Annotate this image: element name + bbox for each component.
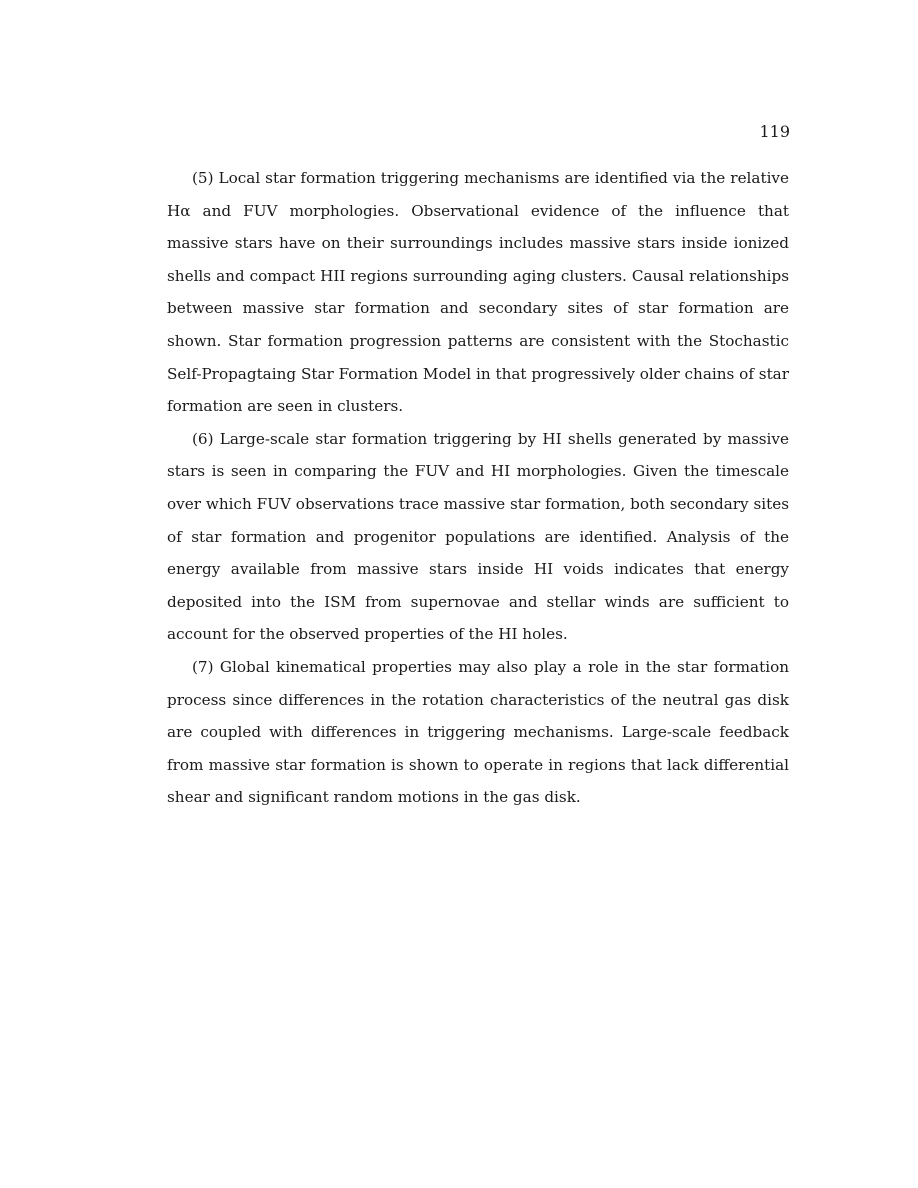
paragraph-5: (5) Local star formation triggering mechanisms are identified via the relative Hα and FUV morphologies. Observational evidence of the influence that massive stars have on their surroundings includes massive stars inside ionized shells and compact HII regions surrounding aging clusters. Causal relationships between massive star formation and secondary sites of star formation are shown. Star formation progression patterns are consistent with the Stochastic Self-Propagtaing Star Formation Model in that progressively older chains of star formation are seen in clusters.	[167, 169, 789, 416]
paragraph-6: (6) Large-scale star formation triggering by HI shells generated by massive stars is seen in comparing the FUV and HI morphologies. Given the timescale over which FUV observations trace massive star formation, both secondary sites of star formation and progenitor populations are identified. Analysis of the energy available from massive stars inside HI voids indicates that energy deposited into the ISM from supernovae and stellar winds are sufficient to account for the observed properties of the HI holes.	[167, 429, 789, 644]
paragraph-7: (7) Global kinematical properties may also play a role in the star formation process since differences in the rotation characteristics of the neutral gas disk are coupled with differences in triggering mechanisms. Large-scale feedback from massive star formation is shown to operate in regions that lack differential shear and significant random motions in the gas disk.	[167, 657, 789, 807]
body-text	[167, 162, 789, 814]
page-number: 119	[759, 122, 790, 141]
